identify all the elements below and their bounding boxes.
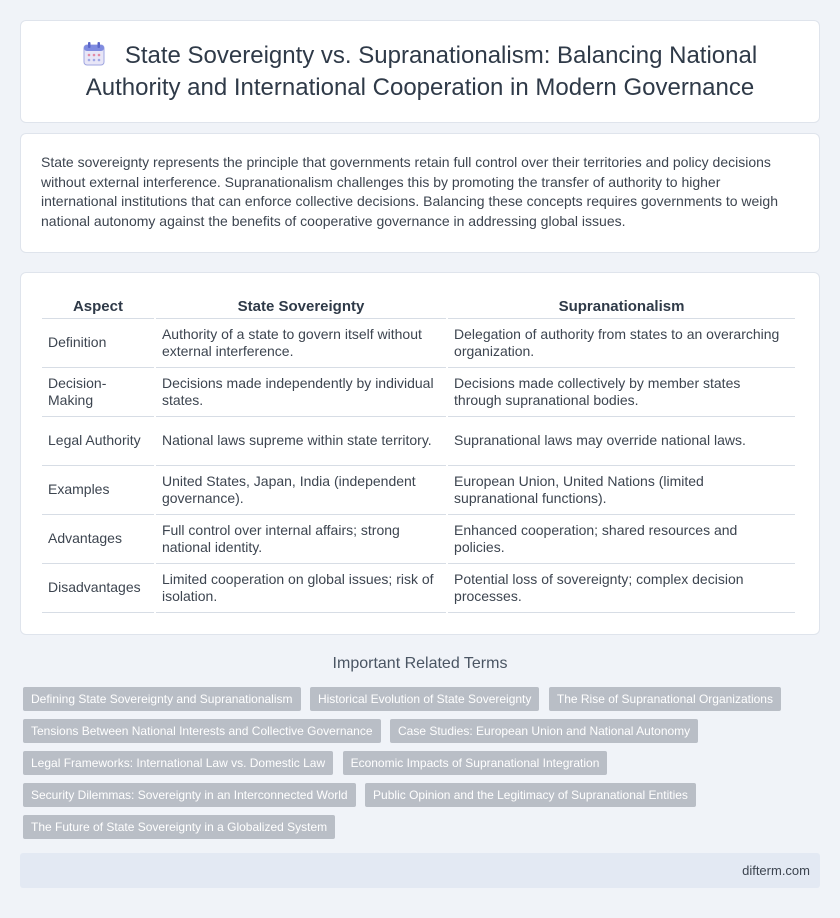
intro-card: [20, 133, 820, 253]
table-row: [42, 515, 795, 564]
sovereignty-cell: Full control over internal affairs; strong national identity.: [156, 515, 446, 564]
calendar-icon: [83, 42, 105, 66]
aspect-cell: Advantages: [42, 515, 154, 564]
table-header-row: [42, 295, 795, 319]
header-aspect: Aspect: [42, 295, 154, 319]
sovereignty-cell: National laws supreme within state territory.: [156, 417, 446, 466]
supranational-cell: Delegation of authority from states to an overarching organization.: [448, 319, 795, 368]
related-term-tag[interactable]: Public Opinion and the Legitimacy of Supranational Entities: [365, 783, 696, 807]
title-card: [20, 20, 820, 123]
related-terms-heading: Important Related Terms: [332, 655, 508, 672]
aspect-cell: Legal Authority: [42, 417, 154, 466]
supranational-cell: Potential loss of sovereignty; complex decision processes.: [448, 564, 795, 613]
aspect-cell: Definition: [42, 319, 154, 368]
related-term-tag[interactable]: Case Studies: European Union and National Autonomy: [390, 719, 698, 743]
intro-text: State sovereignty represents the principle that governments retain full control over their territories and policy decisions without external interference. Supranationalism challenges this by promoting the transfer of authority to higher international institutions that can enforce collective decisions. Balancing these concepts requires governments to weigh national autonomy against the benefits of cooperative governance in addressing global issues.: [41, 154, 778, 229]
header-supranationalism: Supranationalism: [448, 295, 795, 319]
related-terms-list: [23, 687, 823, 847]
sovereignty-cell: United States, Japan, India (independent governance).: [156, 466, 446, 515]
table-row: [42, 319, 795, 368]
aspect-cell: Disadvantages: [42, 564, 154, 613]
title-line-1: State Sovereignty vs. Supranationalism: Balancing National: [83, 40, 757, 72]
supranational-cell: Supranational laws may override national laws.: [448, 417, 795, 466]
table-row: [42, 466, 795, 515]
related-term-tag[interactable]: Tensions Between National Interests and Collective Governance: [23, 719, 381, 743]
related-term-tag[interactable]: The Future of State Sovereignty in a Globalized System: [23, 815, 335, 839]
sovereignty-cell: Limited cooperation on global issues; risk of isolation.: [156, 564, 446, 613]
comparison-table: [40, 295, 797, 613]
aspect-cell: Decision-Making: [42, 368, 154, 417]
title-line-2: Authority and International Cooperation in Modern Governance: [85, 73, 755, 101]
aspect-cell: Examples: [42, 466, 154, 515]
table-row: [42, 564, 795, 613]
site-link[interactable]: difterm.com: [742, 863, 810, 878]
table-row: [42, 368, 795, 417]
sovereignty-cell: Authority of a state to govern itself without external interference.: [156, 319, 446, 368]
supranational-cell: European Union, United Nations (limited supranational functions).: [448, 466, 795, 515]
related-term-tag[interactable]: Historical Evolution of State Sovereignty: [310, 687, 539, 711]
supranational-cell: Decisions made collectively by member states through supranational bodies.: [448, 368, 795, 417]
header-state-sovereignty: State Sovereignty: [156, 295, 446, 319]
footer: [20, 853, 820, 888]
supranational-cell: Enhanced cooperation; shared resources and policies.: [448, 515, 795, 564]
related-term-tag[interactable]: Economic Impacts of Supranational Integration: [343, 751, 608, 775]
page-title: [83, 40, 757, 104]
related-term-tag[interactable]: Security Dilemmas: Sovereignty in an Interconnected World: [23, 783, 356, 807]
comparison-card: [20, 272, 820, 635]
sovereignty-cell: Decisions made independently by individual states.: [156, 368, 446, 417]
related-term-tag[interactable]: The Rise of Supranational Organizations: [549, 687, 781, 711]
table-row: [42, 417, 795, 466]
related-term-tag[interactable]: Legal Frameworks: International Law vs. Domestic Law: [23, 751, 333, 775]
related-term-tag[interactable]: Defining State Sovereignty and Supranationalism: [23, 687, 301, 711]
